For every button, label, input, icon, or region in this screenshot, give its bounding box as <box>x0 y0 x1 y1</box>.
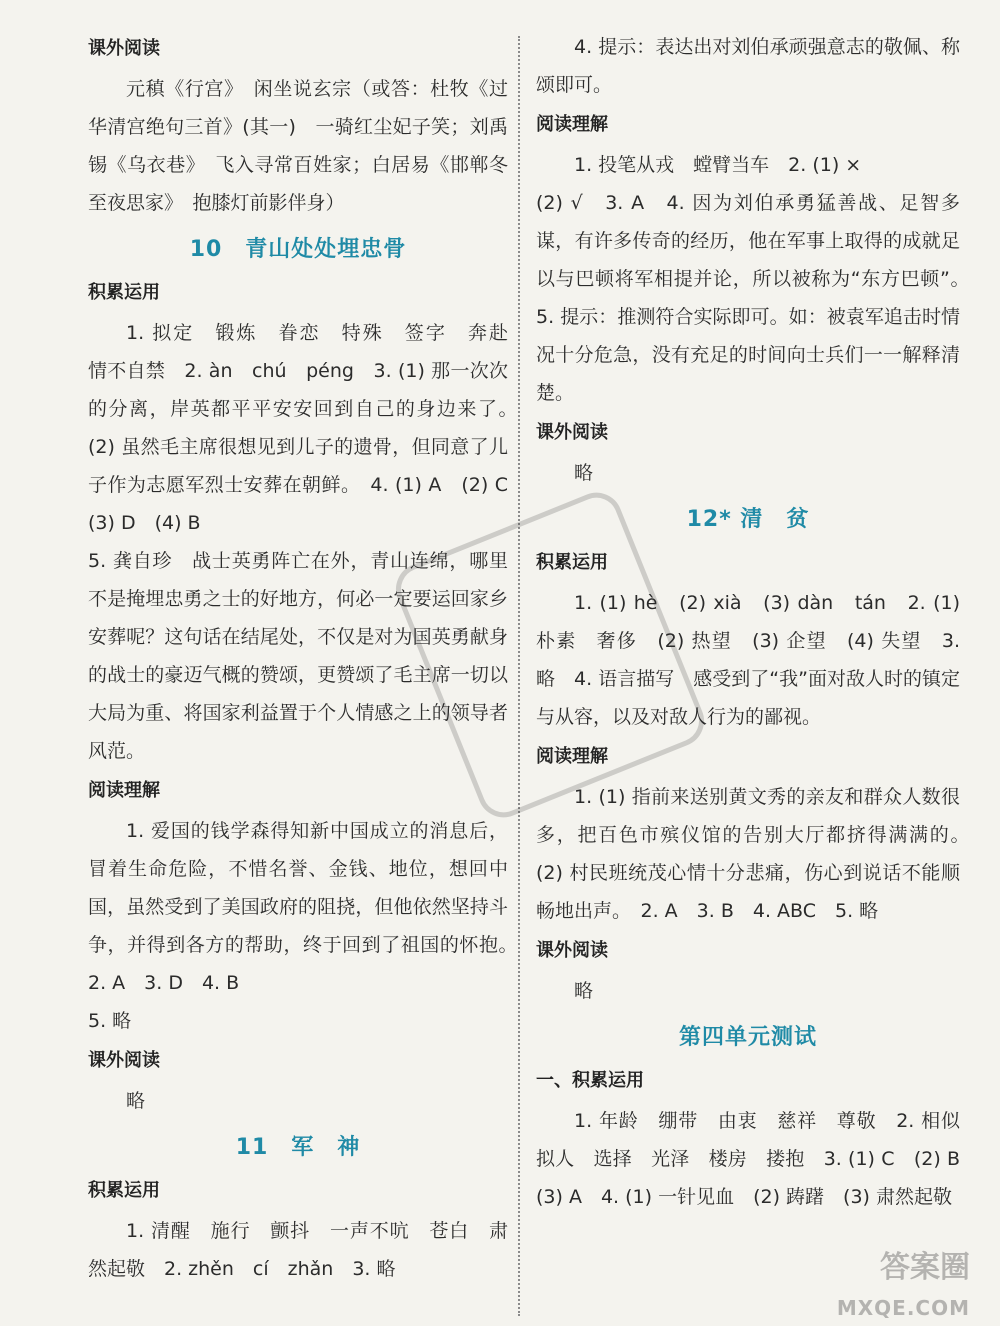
answer-paragraph: 略 <box>574 980 594 1002</box>
section-heading: 积累运用 <box>88 282 160 303</box>
section-heading: 课外阅读 <box>88 38 160 59</box>
answer-paragraph: 1. 投笔从戎 螳臂当车 2. (1) × <box>574 154 862 176</box>
answer-paragraph: 1. 年龄 绷带 由衷 慈祥 尊敬 2. 相似 拟人 选择 光泽 楼房 搂抱 3. (1) C (2) B (3) A 4. (1) 一针见血 (2) 踌躇 (3) 肃然起敬 <box>536 1110 980 1208</box>
lesson-title: 12* 清 贫 <box>686 507 810 532</box>
answer-paragraph: 1. 清醒 施行 颤抖 一声不吭 苍白 肃然起敬 2. zhěn cí zhǎn 3. 略 <box>88 1220 508 1280</box>
answer-paragraph: 1. 拟定 锻炼 眷恋 特殊 签字 奔赴 情不自禁 2. àn chú péng 3. (1) 那一次次的分离，岸英都平平安安回到自己的身边来了。 (2) 虽然毛主席很想见到儿子的遗骨，但同意了儿子作为志愿军烈士安葬在朝鲜。 4. (1) A (2) C (3) D (4) B <box>88 322 528 534</box>
answer-paragraph: 1. 爱国的钱学森得知新中国成立的消息后，冒着生命危险，不惜名誉、金钱、地位，想回中国，虽然受到了美国政府的阻挠，但他依然坚持斗争，并得到各方的帮助，终于回到了祖国的怀抱。 2. A 3. D 4. B <box>88 820 528 994</box>
answer-paragraph: 元稹《行宫》 闲坐说玄宗（或答：杜牧《过华清宫绝句三首》(其一) 一骑红尘妃子笑；刘禹锡《乌衣巷》 飞入寻常百姓家；白居易《邯郸冬至夜思家》 抱膝灯前影伴身） <box>88 78 508 214</box>
lesson-title: 10 青山处处埋忠骨 <box>189 237 407 262</box>
answer-paragraph: 5. 龚自珍 战士英勇阵亡在外，青山连绵，哪里不是掩埋忠勇之士的好地方，何必一定要运回家乡安葬呢？这句话在结尾处，不仅是对为国英勇献身的战士的豪迈气概的赞颂，更赞颂了毛主席一切以大局为重、将国家利益置于个人情感之上的领导者风范。 <box>88 550 508 762</box>
section-heading: 积累运用 <box>536 552 608 573</box>
section-heading: 一、积累运用 <box>536 1070 644 1091</box>
watermark-url: MXQE.COM <box>836 1296 970 1320</box>
section-heading: 阅读理解 <box>536 114 608 135</box>
answer-paragraph: (2) √ 3. A 4. 因为刘伯承勇猛善战、足智多谋，有许多传奇的经历，他在军事上取得的成就足以与巴顿将军相提并论，所以被称为“东方巴顿”。 5. 提示：推测符合实际即可。如：被袁军追击时情况十分危急，没有充足的时间向士兵们一一解释清楚。 <box>536 192 980 404</box>
answer-paragraph: 5. 略 <box>88 1010 132 1032</box>
section-heading: 阅读理解 <box>536 746 608 767</box>
answer-paragraph: 略 <box>126 1090 146 1112</box>
watermark-logo: 答案圈 <box>880 1250 970 1285</box>
section-heading: 课外阅读 <box>88 1050 160 1071</box>
section-heading: 课外阅读 <box>536 940 608 961</box>
answer-paragraph: 1. (1) hè (2) xià (3) dàn tán 2. (1) 朴素 奢侈 (2) 热望 (3) 企望 (4) 失望 3. 略 4. 语言描写 感受到了“我”面对敌人时的镇定与从容，以及对敌人行为的鄙视。 <box>536 592 960 728</box>
section-heading: 积累运用 <box>88 1180 160 1201</box>
answer-paragraph: 1. (1) 指前来送别黄文秀的亲友和群众人数很多，把百色市殡仪馆的告别大厅都挤得满满的。 (2) 村民班统茂心情十分悲痛，伤心到说话不能顺畅地出声。 2. A 3. B 4. ABC 5. 略 <box>536 786 980 922</box>
unit-test-title: 第四单元测试 <box>678 1025 817 1050</box>
answer-paragraph: 略 <box>574 462 594 484</box>
answer-paragraph: 4. 提示：表达出对刘伯承顽强意志的敬佩、称颂即可。 <box>536 36 960 96</box>
section-heading: 课外阅读 <box>536 422 608 443</box>
section-heading: 阅读理解 <box>88 780 160 801</box>
lesson-title: 11 军 神 <box>235 1135 361 1160</box>
